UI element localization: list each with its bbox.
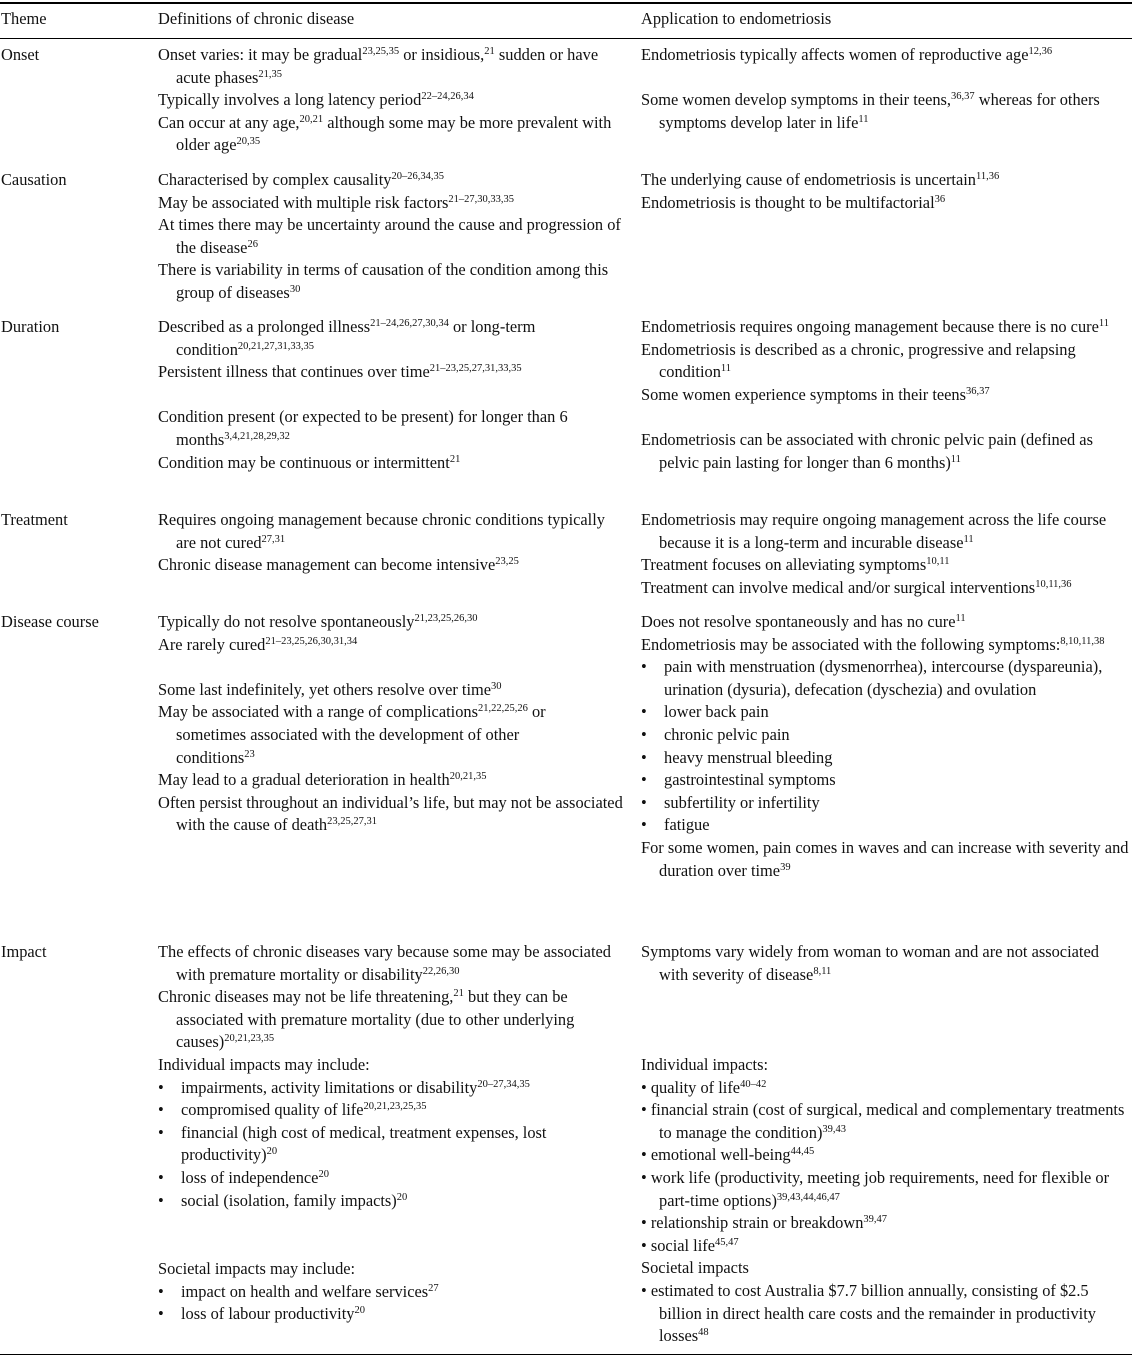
application-entry: For some women, pain comes in waves and can increase with severity and duration over time$^{39}$ — [641, 837, 1129, 880]
definition-entry: Requires ongoing management because chronic conditions typically are not cured$^{27,31}$ — [158, 510, 605, 552]
individual-impacts-heading: Individual impacts: — [641, 1055, 769, 1074]
definitions-treatment — [158, 509, 628, 577]
definition-entry: Are rarely cured$^{21-23,25,26,30,31,34}$ — [158, 634, 358, 654]
societal-impact-item: • loss of labour productivity$^{20}$ — [158, 1303, 628, 1326]
definition-entry: May be associated with multiple risk factors$^{21-27,30,33,35}$ — [158, 192, 515, 212]
definitions-duration — [158, 316, 628, 474]
theme-disease-course: Disease course — [1, 612, 99, 631]
theme-onset: Onset — [1, 45, 40, 64]
header-theme: Theme — [1, 9, 47, 28]
application-entry: Endometriosis requires ongoing management because there is no cure$^{11}$ — [641, 317, 1110, 336]
application-entry: The underlying cause of endometriosis is uncertain$^{11,36}$ — [641, 170, 1000, 189]
definition-entry: Described as a prolonged illness$^{21-24,26,27,30,34}$ or long-term condition$^{20,21,27,31,33,35}$ — [158, 317, 536, 359]
societal-impact-item: • impact on health and welfare services$^{27}$ — [158, 1281, 628, 1304]
definitions-impact — [158, 941, 628, 1212]
application-entry: Endometriosis can be associated with chronic pelvic pain (defined as pelvic pain lasting for longer than 6 months)$^{11}$ — [641, 429, 1093, 472]
application-entry: Endometriosis typically affects women of reproductive age$^{12,36}$ — [641, 45, 1053, 64]
application-entry: Treatment focuses on alleviating symptoms$^{10,11}$ — [641, 555, 950, 575]
applications-individual-impacts — [641, 1054, 1132, 1348]
theme-duration: Duration — [1, 317, 60, 336]
individual-impact-item: • social (isolation, family impacts)$^{20}$ — [158, 1190, 628, 1213]
individual-impact-item: • financial strain (cost of surgical, medical and complementary treatments to manage the condition)$^{39,43}$ — [641, 1100, 1125, 1142]
application-entry: Treatment can involve medical and/or surgical interventions$^{10,11,36}$ — [641, 577, 1072, 597]
societal-impacts-heading: Societal impacts may include: — [158, 1259, 356, 1278]
definition-entry: Chronic diseases may not be life threatening,$^{21}$ but they can be associated with premature mortality (due to other underlying causes)$^{20,21,23,35}$ — [158, 987, 575, 1052]
definition-entry: May be associated with a range of complications$^{21,22,25,26}$ or sometimes associated with the development of other conditions$^{23}$ — [158, 702, 546, 767]
symptom-list-item: • lower back pain — [641, 701, 1132, 724]
definition-entry: Persistent illness that continues over time$^{21-23,25,27,31,33,35}$ — [158, 362, 522, 382]
definition-entry: Some last indefinitely, yet others resolve over time$^{30}$ — [158, 679, 502, 699]
individual-impact-item: • financial (high cost of medical, treatment expenses, lost productivity)$^{20}$ — [158, 1122, 628, 1167]
definition-entry: There is variability in terms of causation of the condition among this group of diseases$^{30}$ — [158, 260, 609, 302]
definition-entry: Condition may be continuous or intermittent$^{21}$ — [158, 452, 461, 472]
definition-entry: Condition present (or expected to be present) for longer than 6 months$^{3,4,21,28,29,32}$ — [158, 407, 568, 449]
application-entry: Endometriosis is described as a chronic, progressive and relapsing condition$^{11}$ — [641, 339, 1076, 382]
applications-impact — [641, 941, 1132, 986]
application-entry: Symptoms vary widely from woman to woman and are not associated with severity of disease$^{8,11}$ — [641, 942, 1099, 984]
definition-entry: At times there may be uncertainty around the cause and progression of the disease$^{26}$ — [158, 215, 621, 257]
individual-impacts-heading: Individual impacts may include: — [158, 1054, 370, 1074]
application-entry: Endometriosis is thought to be multifactorial$^{36}$ — [641, 192, 946, 212]
definition-entry: Can occur at any age,$^{20,21}$ although some may be more prevalent with older age$^{20,35}$ — [158, 112, 612, 155]
symptom-list-item: • fatigue — [641, 814, 1132, 837]
table-bottom-rule — [0, 1354, 1132, 1355]
applications-onset — [641, 44, 1132, 134]
definitions-causation — [158, 169, 628, 305]
individual-impact-item: • impairments, activity limitations or disability$^{20-27,34,35}$ — [158, 1077, 628, 1100]
application-entry: Endometriosis may require ongoing management across the life course because it is a long-term and incurable disease$^{11}$ — [641, 510, 1107, 552]
definition-entry: Onset varies: it may be gradual$^{23,25,35}$ or insidious,$^{21}$ sudden or have acute phases$^{21,35}$ — [158, 45, 599, 87]
individual-impact-item: • loss of independence$^{20}$ — [158, 1167, 628, 1190]
individual-impact-item: • compromised quality of life$^{20,21,23,25,35}$ — [158, 1099, 628, 1122]
societal-impacts-heading: Societal impacts — [641, 1258, 749, 1278]
applications-disease-course — [641, 611, 1132, 882]
definitions-disease-course — [158, 611, 628, 837]
symptom-list-item: • gastrointestinal symptoms — [641, 769, 1132, 792]
symptom-list-item: • chronic pelvic pain — [641, 724, 1132, 747]
applications-causation — [641, 169, 1132, 214]
applications-treatment — [641, 509, 1132, 599]
societal-impact-item: • estimated to cost Australia $7.7 billion annually, consisting of $2.5 billion in direct health care costs and the remainder in productivity losses$^{48}$ — [641, 1280, 1096, 1346]
definition-entry: May lead to a gradual deterioration in health$^{20,21,35}$ — [158, 770, 487, 790]
symptom-list-item: • subfertility or infertility — [641, 792, 1132, 815]
application-entry: Does not resolve spontaneously and has no cure$^{11}$ — [641, 612, 966, 631]
individual-impact-item: • emotional well-being$^{44,45}$ — [641, 1145, 815, 1165]
symptom-list-item: • heavy menstrual bleeding — [641, 747, 1132, 770]
definitions-societal-impacts — [158, 1258, 628, 1326]
applications-duration — [641, 316, 1132, 474]
definition-entry: Typically involves a long latency period$^{22-24,26,34}$ — [158, 90, 474, 110]
individual-impact-item: • quality of life$^{40-42}$ — [641, 1077, 767, 1097]
definition-entry: Characterised by complex causality$^{20-26,34,35}$ — [158, 170, 444, 189]
definition-entry: Typically do not resolve spontaneously$^{21,23,25,26,30}$ — [158, 612, 478, 631]
definition-entry: Chronic disease management can become intensive$^{23,25}$ — [158, 555, 519, 575]
header-definitions: Definitions of chronic disease — [158, 9, 355, 28]
application-entry: Endometriosis may be associated with the following symptoms:$^{8,10,11,38}$ — [641, 634, 1105, 654]
individual-impact-item: • social life$^{45,47}$ — [641, 1235, 739, 1255]
application-entry: Some women develop symptoms in their teens,$^{36,37}$ whereas for others symptoms develop later in life$^{11}$ — [641, 90, 1100, 132]
application-entry: Some women experience symptoms in their teens$^{36,37}$ — [641, 384, 990, 404]
individual-impact-item: • work life (productivity, meeting job requirements, need for flexible or part-time options)$^{39,43,44,46,47}$ — [641, 1167, 1110, 1210]
table-header-rule — [0, 38, 1132, 39]
theme-treatment: Treatment — [1, 510, 68, 529]
definition-entry: The effects of chronic diseases vary because some may be associated with premature mortality or disability$^{22,26,30}$ — [158, 942, 611, 984]
definitions-onset — [158, 44, 628, 157]
theme-causation: Causation — [1, 170, 67, 189]
symptom-list-item: • pain with menstruation (dysmenorrhea), intercourse (dyspareunia), urination (dysuria), defecation (dyschezia) and ovulation — [641, 656, 1132, 701]
header-application: Application to endometriosis — [641, 9, 832, 28]
definition-entry: Often persist throughout an individual’s life, but may not be associated with the cause of death$^{23,25,27,31}$ — [158, 792, 623, 835]
individual-impact-item: • relationship strain or breakdown$^{39,47}$ — [641, 1213, 888, 1233]
table-top-rule — [0, 2, 1132, 4]
theme-impact: Impact — [1, 942, 47, 961]
